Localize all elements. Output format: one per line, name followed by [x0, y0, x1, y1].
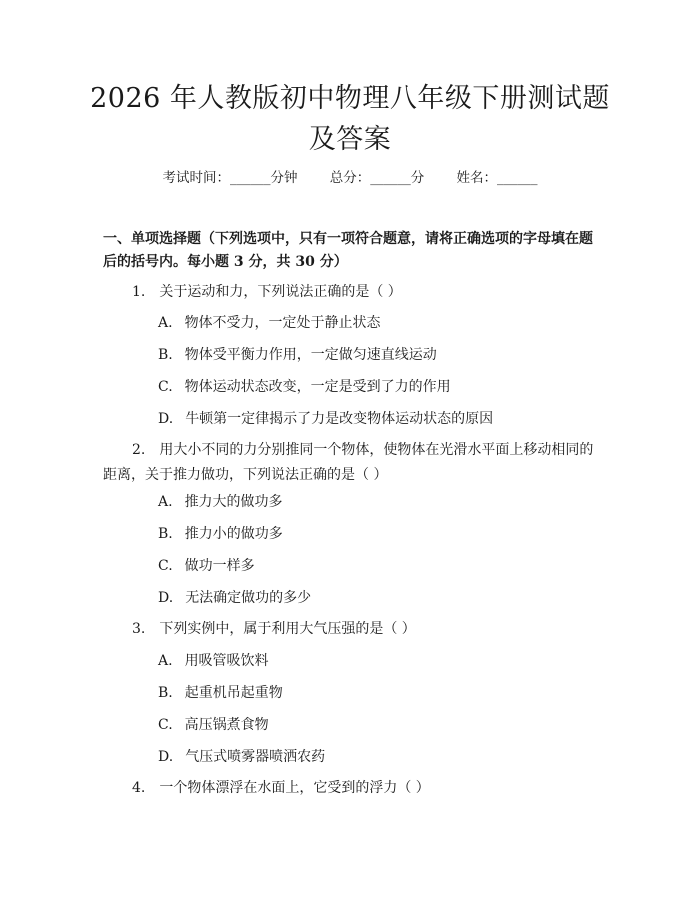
question-text: 下列实例中，属于利用大气压强的是（ ） [159, 621, 416, 637]
question-2-option-d [158, 588, 311, 608]
option-letter: B. [158, 526, 173, 542]
option-letter: D. [158, 590, 174, 606]
option-text: 起重机吊起重物 [184, 685, 283, 701]
exam-time-field: 考试时间：______分钟 [162, 170, 298, 186]
question-2-option-c [158, 556, 255, 576]
question-2-option-a [158, 492, 283, 512]
question-1-option-a [158, 313, 381, 333]
option-text: 物体不受力，一定处于静止状态 [184, 315, 381, 331]
question-1-option-c [158, 377, 451, 397]
question-3-option-a [158, 651, 269, 671]
option-letter: D. [158, 411, 174, 427]
exam-info-line [0, 168, 700, 188]
question-1-option-d [158, 409, 493, 429]
option-text: 用吸管吸饮料 [184, 653, 269, 669]
question-number: 2. [132, 442, 146, 458]
option-text: 牛顿第一定律揭示了力是改变物体运动状态的原因 [185, 411, 494, 427]
option-text: 无法确定做功的多少 [185, 590, 312, 606]
option-text: 做功一样多 [184, 558, 255, 574]
question-1-option-b [158, 345, 437, 365]
option-letter: C. [158, 558, 173, 574]
option-text: 推力小的做功多 [184, 526, 283, 542]
page-title: 2026 年人教版初中物理八年级下册测试题及答案 [90, 83, 610, 155]
option-text: 物体运动状态改变，一定是受到了力的作用 [184, 379, 451, 395]
question-number: 4. [132, 780, 146, 796]
question-2 [103, 438, 603, 488]
option-text: 物体受平衡力作用，一定做匀速直线运动 [184, 347, 437, 363]
option-letter: D. [158, 749, 174, 765]
question-3-option-d [158, 747, 325, 767]
question-3 [103, 617, 603, 642]
option-letter: A. [158, 315, 173, 331]
option-text: 高压锅煮食物 [184, 717, 269, 733]
question-4 [103, 776, 603, 801]
student-name-field: 姓名：______ [456, 170, 538, 186]
option-letter: A. [158, 494, 173, 510]
option-letter: C. [158, 379, 173, 395]
option-text: 气压式喷雾器喷洒农药 [185, 749, 326, 765]
option-letter: B. [158, 685, 173, 701]
option-text: 推力大的做功多 [184, 494, 283, 510]
option-letter: C. [158, 717, 173, 733]
question-2-option-b [158, 524, 283, 544]
question-1 [103, 280, 603, 305]
option-letter: A. [158, 653, 173, 669]
question-3-option-c [158, 715, 269, 735]
question-text: 一个物体漂浮在水面上，它受到的浮力（ ） [159, 780, 430, 796]
question-text: 用大小不同的力分别推同一个物体，使物体在光滑水平面上移动相同的距离，关于推力做功，下列说法正确的是（ ） [103, 442, 594, 483]
question-text: 关于运动和力，下列说法正确的是（ ） [159, 284, 402, 300]
section-heading: 一、单项选择题（下列选项中，只有一项符合题意，请将正确选项的字母填在题后的括号内。每小题 3 分，共 30 分） [103, 231, 593, 270]
question-3-option-b [158, 683, 283, 703]
question-number: 1. [132, 284, 146, 300]
option-letter: B. [158, 347, 173, 363]
question-number: 3. [132, 621, 146, 637]
total-score-field: 总分：______分 [329, 170, 425, 186]
